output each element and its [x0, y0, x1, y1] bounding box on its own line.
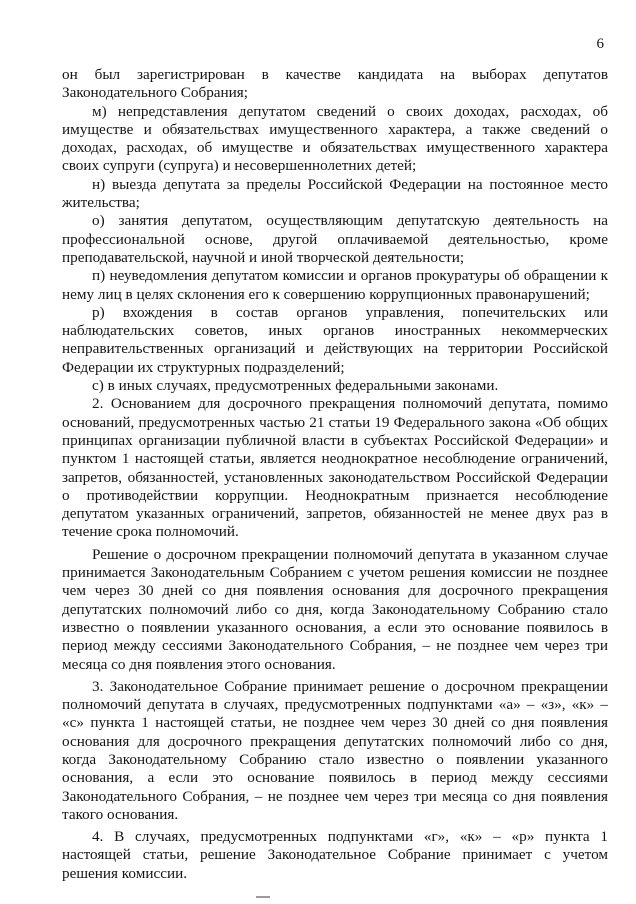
scan-mark [256, 896, 270, 898]
paragraph-clause-2-decision: Решение о досрочном прекращении полномочий депутата в указанном случае принимается Законодательным Собранием с учетом решения комиссии не позднее чем через 30 дней со дня появления основания для досрочного прекращения депутатских полномочий либо со дня, когда Законодательному Собранию стало известно о появлении указанного основания, а если это основание появилось в период между сессиями Законодательного Собрания, – не позднее чем через три месяца со дня появления этого основания. [62, 545, 608, 673]
paragraph-item-o: о) занятия депутатом, осуществляющим депутатскую деятельность на профессиональной основе, другой оплачиваемой деятельностью, кроме преподавательской, научной и иной творческой деятельности; [62, 212, 608, 266]
paragraph-item-m: м) непредставления депутатом сведений о своих доходах, расходах, об имуществе и обязательствах имущественного характера, а также сведений о доходах, расходах, об имуществе и обязательствах имущественного характера своих супруги (супруга) и несовершеннолетних детей; [62, 102, 608, 175]
paragraph-item-p: п) неуведомления депутатом комиссии и органов прокуратуры об обращении к нему лиц в целях склонения его к совершению коррупционных правонарушений; [62, 267, 608, 303]
page-number: 6 [596, 36, 604, 52]
paragraph-clause-3: 3. Законодательное Собрание принимает решение о досрочном прекращении полномочий депутата в случаях, предусмотренных подпунктами «а» – «з», «к» – «с» пункта 1 настоящей статьи, не позднее чем через 30 дней со дня появления основания для досрочного прекращения депутатских полномочий либо со дня, когда Законодательному Собранию стало известно о появлении указанного основания, а если это основание появилось в период между сессиями Законодательного Собрания, – не позднее чем через три месяца со дня появления такого основания. [62, 677, 608, 823]
paragraph-continuation: он был зарегистрирован в качестве кандидата на выборах депутатов Законодательного Собрания; [62, 66, 608, 102]
paragraph-item-n: н) выезда депутата за пределы Российской Федерации на постоянное место жительства; [62, 175, 608, 212]
paragraph-item-s: с) в иных случаях, предусмотренных федеральными законами. [92, 377, 499, 395]
paragraph-clause-4: 4. В случаях, предусмотренных подпунктами «г», «к» – «р» пункта 1 настоящей статьи, решение Законодательное Собрание принимает с учетом решения комиссии. [62, 828, 608, 882]
paragraph-item-r: р) вхождения в состав органов управления, попечительских или наблюдательских советов, иных органов иностранных некоммерческих неправительственных организаций и действующих на территории Российской Федерации их структурных подразделений; [62, 303, 608, 376]
paragraph-clause-2: 2. Основанием для досрочного прекращения полномочий депутата, помимо оснований, предусмотренных частью 21 статьи 19 Федерального закона «Об общих принципах организации публичной власти в субъектах Российской Федерации» и пунктом 1 настоящей статьи, является неоднократное несоблюдение ограничений, запретов, обязанностей, установленных законодательством Российской Федерации о противодействии коррупции. Неоднократным признается несоблюдение депутатом указанных ограничений, запретов, обязанностей не менее двух раз в течение срока полномочий. [62, 395, 608, 541]
